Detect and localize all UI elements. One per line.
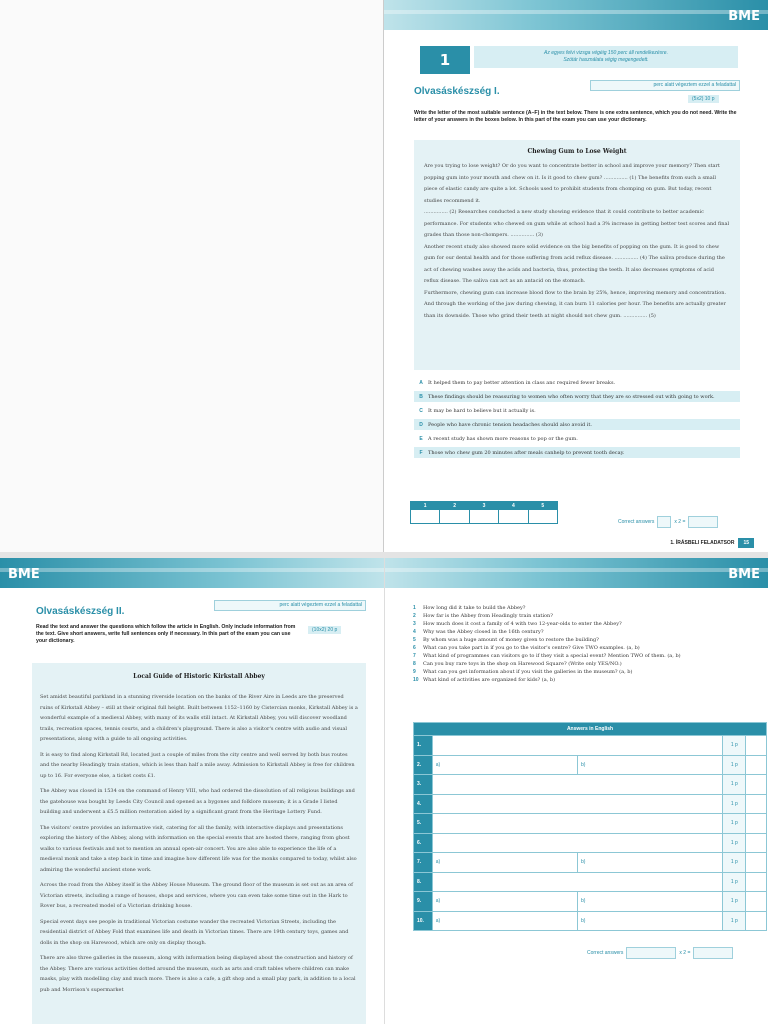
question-item: [413, 644, 753, 652]
correct-count-field[interactable]: [626, 947, 676, 959]
time-note-field[interactable]: perc alatt végeztem ezzel a feladattal: [214, 600, 366, 611]
answers-table: [413, 722, 767, 931]
answer-row: [414, 755, 767, 775]
question-text: How long did it take to build the Abbey?: [423, 605, 526, 611]
question-item: [413, 652, 753, 660]
answer-field[interactable]: [432, 775, 723, 795]
question-text: How far is the Abbey from Headingly train station?: [423, 613, 553, 619]
answer-col-header: 1: [411, 502, 440, 510]
multiplier-label: x 2 =: [679, 950, 691, 956]
point-label: 1 p: [723, 911, 746, 931]
question-item: [413, 612, 753, 620]
section-title: Olvasáskészség I.: [414, 86, 500, 97]
correct-count-field[interactable]: [657, 516, 671, 528]
intro-line-1: Az egyes felvi vizsga végéig 150 perc áll rendelkezésre.: [544, 50, 668, 56]
question-number: 2: [413, 613, 416, 619]
answer-row-number: 9.: [414, 892, 433, 912]
text-paragraph: Special event days see people in traditional Victorian costume wander the recreated Victorian Streets, including the residential district of Abbey Fold that examines life and death in Victorian times. There are 19th century toys, games and dolls in the shop on Harewood, which are only on display though.: [40, 918, 349, 946]
answer-field-a[interactable]: a): [432, 911, 577, 931]
page-footer: [670, 538, 754, 548]
question-number: 5: [413, 637, 416, 643]
question-text: What kind of activities are organized for kids? (a, b): [423, 677, 556, 683]
option-text: It may be hard to believe but it actually is.: [428, 407, 536, 414]
score-cell[interactable]: [746, 755, 767, 775]
question-number: 7: [413, 653, 416, 659]
option-f: [414, 447, 740, 458]
text-paragraph: Furthermore, chewing gum can increase blood flow to the brain by 25%, hence, improving memory and concentration. And through the working of the jaw during chewing, it can burn 11 calories per hour. The benefits are actually greater than its downside. Those who grind their teeth at night should not chew gum. ............... (5): [424, 289, 727, 319]
question-text: Can you buy rare toys in the shop on Harewood Square? (Write only YES/NO.): [423, 661, 622, 667]
score-cell[interactable]: [746, 833, 767, 853]
header-stripe: [385, 568, 768, 572]
point-label: 1 p: [723, 736, 746, 756]
answer-row-number: 5.: [414, 814, 433, 834]
answer-row: [414, 736, 767, 756]
task-instruction: Read the text and answer the questions which follow the article in English. Only include information from the text. Give short answers, write full sentences only if necessary. In this part of the exam you can use your dictionary.: [36, 624, 296, 644]
answer-row-number: 1.: [414, 736, 433, 756]
option-text: A recent study has shown more reasons to pop or the gum.: [428, 435, 578, 442]
score-cell[interactable]: [746, 814, 767, 834]
intro-line-2: Szótár használata végig megengedett.: [563, 57, 649, 63]
blank-page: [0, 0, 384, 556]
brand-logo: BME: [728, 567, 760, 582]
answers-header: Answers in English: [414, 723, 767, 736]
answer-row-number: 4.: [414, 794, 433, 814]
answer-field-b[interactable]: b): [578, 892, 723, 912]
answer-col-header: 5: [528, 502, 557, 510]
question-text: What can you get information about if you visit the galleries in the museum? (a, b): [423, 669, 633, 675]
reading-part-two-questions-page: [384, 558, 768, 1024]
score-cell[interactable]: [746, 794, 767, 814]
task-intro: [474, 46, 738, 68]
question-item: [413, 668, 753, 676]
question-number: 8: [413, 661, 416, 667]
header-stripe: [0, 568, 384, 572]
answer-field[interactable]: [432, 872, 723, 892]
score-box: [587, 947, 733, 959]
answer-row: [414, 794, 767, 814]
question-text: By whom was a huge amount of money given to restore the building?: [423, 637, 599, 643]
footer-label: 1. ÍRÁSBELI FELADATSOR: [670, 540, 735, 546]
point-label: 1 p: [723, 755, 746, 775]
option-letter: A: [419, 379, 423, 386]
answer-row: [414, 775, 767, 795]
answer-row: [414, 853, 767, 873]
question-number: 9: [413, 669, 416, 675]
page-header: [384, 0, 768, 30]
option-a: [414, 377, 740, 388]
option-text: People who have chronic tension headaches should also avoid it.: [428, 421, 592, 428]
reading-text-box: [32, 663, 366, 1024]
text-body: [424, 161, 730, 322]
option-b: [414, 391, 740, 402]
text-paragraph: ............... (2) Researches conducted a new study showing evidence that it could contribute to better academic performance. For students who chewed on gum while at school had a 3% increase in getting better test scores and final grades than those non-chompers. ............... (3): [424, 209, 730, 238]
answer-field-a[interactable]: a): [432, 853, 577, 873]
answer-box[interactable]: [528, 510, 557, 524]
option-d: [414, 419, 740, 430]
question-text: How much does it cost a family of 4 with two 12-year-olds to enter the Abbey?: [423, 621, 622, 627]
options-list: [414, 377, 740, 461]
question-number: 4: [413, 629, 416, 635]
reading-text-box: [414, 140, 740, 370]
answer-field-a[interactable]: a): [432, 892, 577, 912]
question-number: 6: [413, 645, 416, 651]
answer-field[interactable]: [432, 794, 723, 814]
section-title: Olvasáskészség II.: [36, 606, 125, 617]
page-header: [0, 558, 384, 588]
answer-box[interactable]: [499, 510, 528, 524]
text-paragraph: Across the road from the Abbey itself is the Abbey House Museum. The ground floor of the museum is set out as an area of Victorian streets, including a range of houses, shops and services, where you can even take some time out in the Hark to Rover bus, a recreated model of a Victorian drinking house.: [40, 882, 353, 909]
answer-field[interactable]: [432, 833, 723, 853]
question-item: [413, 676, 753, 684]
point-label: 1 p: [723, 814, 746, 834]
answer-row: [414, 872, 767, 892]
point-label: 1 p: [723, 833, 746, 853]
question-item: [413, 620, 753, 628]
answer-row-number: 3.: [414, 775, 433, 795]
correct-answers-label: Correct answers: [587, 950, 624, 956]
text-body: [40, 692, 358, 995]
point-label: 1 p: [723, 794, 746, 814]
text-paragraph: Another recent study also showed more solid evidence on the big benefits of popping on the gum. It is good to chew gum for our dental health and for those suffering from acid reflux disease. ............... (4) The saliva produce during the act of chewing washes away the acids and bacteria, thus, protecting the teeth. It also decreases symptoms of acid reflux disease. The saliva can act as an antacid on the stomach.: [424, 243, 725, 284]
option-text: These findings should be reassuring to women who often worry that they are so stressed out with going to work.: [428, 393, 715, 400]
option-letter: B: [419, 393, 423, 400]
time-note-field[interactable]: perc alatt végeztem ezzel a feladattal: [590, 80, 740, 91]
answer-field[interactable]: [432, 814, 723, 834]
question-item: [413, 604, 753, 612]
point-label: 1 p: [723, 872, 746, 892]
answer-field-b[interactable]: b): [578, 755, 723, 775]
task-number: 1: [420, 46, 470, 74]
text-title: Chewing Gum to Lose Weight: [527, 148, 627, 155]
question-number: 1: [413, 605, 416, 611]
multiplier-label: x 2 =: [674, 519, 686, 525]
score-box: [618, 516, 718, 528]
option-letter: D: [419, 421, 423, 428]
score-cell[interactable]: [746, 736, 767, 756]
score-cell[interactable]: [746, 853, 767, 873]
answer-row: [414, 911, 767, 931]
text-paragraph: The Abbey was closed in 1534 on the command of Henry VIII, who had ordered the dissolution of all religious buildings and the gatehouse was bought by Leeds City Council and opened as a bygones and folklore museum; it is a Grade I listed building and underwent a £5.5 million restoration aided by a significant grant from the Heritage Lottery Fund.: [40, 788, 355, 815]
brand-logo: BME: [728, 9, 760, 24]
question-text: What can you take part in if you go to the visitor's centre? Give TWO examples. (a, b): [423, 645, 640, 651]
answer-row-number: 8.: [414, 872, 433, 892]
option-letter: E: [419, 435, 423, 442]
option-text: It helped them to pay better attention in class anc required fewer breaks.: [428, 379, 616, 386]
answer-col-header: 2: [440, 502, 469, 510]
question-text: Why was the Abbey closed in the 16th century?: [423, 629, 544, 635]
answer-row-number: 2.: [414, 755, 433, 775]
text-paragraph: Set amidst beautiful parkland in a stunning riverside location on the banks of the River Aire in Leeds are the preserved ruins of Kirkstall Abbey – still at their original full height. Built between 1152–1160 by Cistercian monks, Kirkstall Abbey is a wonderful example of a medieval Abbey, with many of its walls still intact. At Kirkstall Abbey, you will discover woodland trails, recreation spaces, tennis courts, and a children's playground. There is also a visitor's centre with audio and visual presentations, along with a guide to all ongoing activities.: [40, 694, 358, 742]
option-e: [414, 433, 740, 444]
correct-answers-label: Correct answers: [618, 519, 655, 525]
answer-row: [414, 814, 767, 834]
answer-row-number: 6.: [414, 833, 433, 853]
answer-row-number: 7.: [414, 853, 433, 873]
question-item: [413, 628, 753, 636]
question-number: 10: [413, 677, 419, 683]
answer-row-number: 10.: [414, 911, 433, 931]
page-number: 15: [738, 538, 754, 548]
score-cell[interactable]: [746, 775, 767, 795]
text-paragraph: There are also three galleries in the museum, along with information being displayed about the construction and history of the Abbey. There are various activities dotted around the museum, such as arts and craft tables where children can make masks, play with modelling clay and much more. There is also a cafe, a gift shop and a small play park, in addition to a local pub and Morrison's supermarket: [40, 955, 356, 993]
answer-field[interactable]: [432, 736, 723, 756]
answer-grid: [410, 501, 558, 524]
page-header: [385, 558, 768, 588]
reading-part-two-text-page: [0, 558, 384, 1024]
task-instruction: Write the letter of the most suitable sentence (A–F) in the text below. There is one extra sentence, which you do not need. Write the letter of your answers in the boxes below. In this part of the exam you can use your dictionary.: [414, 110, 737, 123]
option-c: [414, 405, 740, 416]
option-text: Those who chew gum 20 minutes after meals canhelp to prevent tooth decay.: [428, 449, 625, 456]
question-list: [413, 604, 753, 684]
score-cell[interactable]: [746, 872, 767, 892]
answer-col-header: 3: [469, 502, 498, 510]
answer-row: [414, 833, 767, 853]
option-letter: F: [419, 449, 423, 456]
question-text: What kind of programmes can visitors go to if they visit a special event? Mention TWO of them. (a, b): [423, 653, 681, 659]
brand-logo: BME: [8, 567, 40, 582]
point-label: 1 p: [723, 892, 746, 912]
question-item: [413, 660, 753, 668]
score-field[interactable]: [693, 947, 733, 959]
points-badge: (10x2) 20 p: [308, 626, 341, 634]
answer-field-b[interactable]: b): [578, 911, 723, 931]
header-stripe: [384, 10, 768, 14]
answer-field-a[interactable]: a): [432, 755, 577, 775]
question-item: [413, 636, 753, 644]
points-badge: (5x2) 10 p: [688, 95, 719, 103]
answer-box[interactable]: [469, 510, 498, 524]
point-label: 1 p: [723, 775, 746, 795]
text-paragraph: The visitors' centre provides an informative visit, catering for all the family, with interactive displays and presentations exploring the history of the Abbey, along with information on the special events that are hosted there, ranging from ghost walks to various festivals and not to mention an annual open-air concert. You are also able to experience the life of a medieval monk and take a step back in time and imagine how different life was for the monks compared to today, whilst also admiring the wonderful ancient stone work.: [40, 824, 357, 873]
answer-field-b[interactable]: b): [578, 853, 723, 873]
score-field[interactable]: [688, 516, 718, 528]
score-cell[interactable]: [746, 892, 767, 912]
answer-row: [414, 892, 767, 912]
answer-box[interactable]: [411, 510, 440, 524]
text-paragraph: It is easy to find along Kirkstall Rd, located just a couple of miles from the city centre and well served by both bus routes and the nearby Headingly train station, which is less than half a mile away. Admission to Kirkstall Abbey is free for children up to 16. For everyone else, a ticket costs £1.: [40, 751, 355, 779]
answer-col-header: 4: [499, 502, 528, 510]
answer-box[interactable]: [440, 510, 469, 524]
score-cell[interactable]: [746, 911, 767, 931]
option-letter: C: [419, 407, 423, 414]
reading-part-one-page: [384, 0, 768, 556]
text-title: Local Guide of Historic Kirkstall Abbey: [133, 673, 265, 680]
question-number: 3: [413, 621, 416, 627]
text-paragraph: Are you trying to lose weight? Or do you want to concentrate better in school and improve your memory? Then start popping gum into your mouth and chew on it. Is it good to chew gum? ............... (1) The benefits from such a small piece of elastic candy are quite a lot. Schools used to prohibit students from chomping on gum. But today, recent studies recommend it.: [424, 163, 720, 204]
point-label: 1 p: [723, 853, 746, 873]
